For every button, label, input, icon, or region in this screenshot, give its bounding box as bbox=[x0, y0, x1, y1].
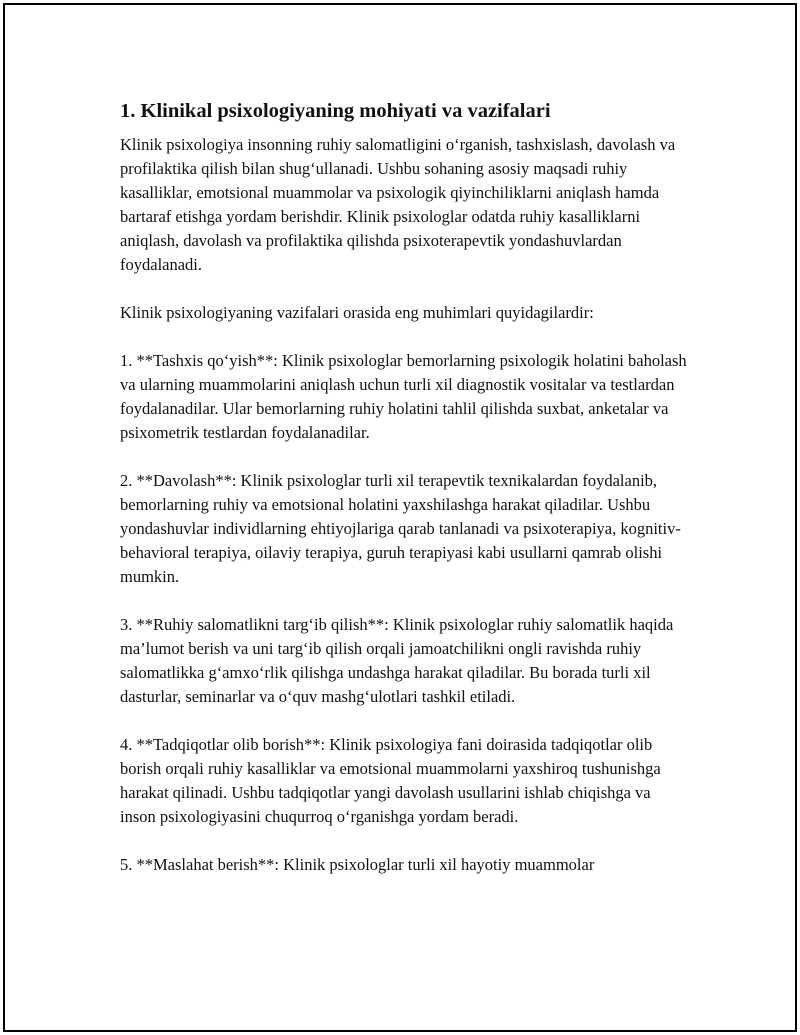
task-treatment-paragraph: 2. **Davolash**: Klinik psixologlar turli xil terapevtik texnikalardan foydalanib, bemorlarning ruhiy va emotsional holatini yaxshilashga harakat qiladilar. Ushbu yondashuvlar individlarning ehtiyojlariga qarab tanlanadi va psixoterapiya, kognitiv-behavioral terapiya, oilaviy terapiya, guruh terapiyasi kabi usullarni qamrab olishi mumkin. bbox=[120, 471, 681, 586]
task-counseling-paragraph: 5. **Maslahat berish**: Klinik psixologlar turli xil hayotiy muammolar bbox=[120, 855, 595, 874]
task-research-paragraph: 4. **Tadqiqotlar olib borish**: Klinik psixologiya fani doirasida tadqiqotlar olib borish orqali ruhiy kasalliklar va emotsional muammolarni yaxshiroq tushunishga harakat qilinadi. Ushbu tadqiqotlar yangi davolash usullarini ishlab chiqishga va inson psixologiyasini chuqurroq o‘rganishga yordam beradi. bbox=[120, 735, 661, 826]
section-heading: 1. Klinikal psixologiyaning mohiyati va vazifalari bbox=[120, 100, 551, 122]
task-promotion-paragraph: 3. **Ruhiy salomatlikni targ‘ib qilish**: Klinik psixologlar ruhiy salomatlik haqida ma’lumot berish va uni targ‘ib qilish orqali jamoatchilikni ongli ravishda ruhiy salomatlikka g‘amxo‘rlik qilishga undashga harakat qiladilar. Bu borada turli xil dasturlar, seminarlar va o‘quv mashg‘ulotlari tashkil etiladi. bbox=[120, 615, 674, 706]
tasks-intro-paragraph: Klinik psixologiyaning vazifalari orasida eng muhimlari quyidagilardir: bbox=[120, 303, 594, 322]
document-body bbox=[120, 98, 688, 901]
document-page bbox=[3, 3, 797, 1032]
task-diagnosis-paragraph: 1. **Tashxis qo‘yish**: Klinik psixologlar bemorlarning psixologik holatini baholash va ularning muammolarini aniqlash uchun turli xil diagnostik vositalar va testlardan foydalanadilar. Ular bemorlarning ruhiy holatini tahlil qilishda suxbat, anketalar va psixometrik testlardan foydalanadilar. bbox=[120, 351, 687, 442]
intro-paragraph: Klinik psixologiya insonning ruhiy salomatligini o‘rganish, tashxislash, davolash va profilaktika qilish bilan shug‘ullanadi. Ushbu sohaning asosiy maqsadi ruhiy kasalliklar, emotsional muammolar va psixologik qiyinchiliklarni aniqlash hamda bartaraf etishga yordam berishdir. Klinik psixologlar odatda ruhiy kasalliklarni aniqlash, davolash va profilaktika qilishda psixoterapevtik yondashuvlardan foydalanadi. bbox=[120, 135, 676, 274]
